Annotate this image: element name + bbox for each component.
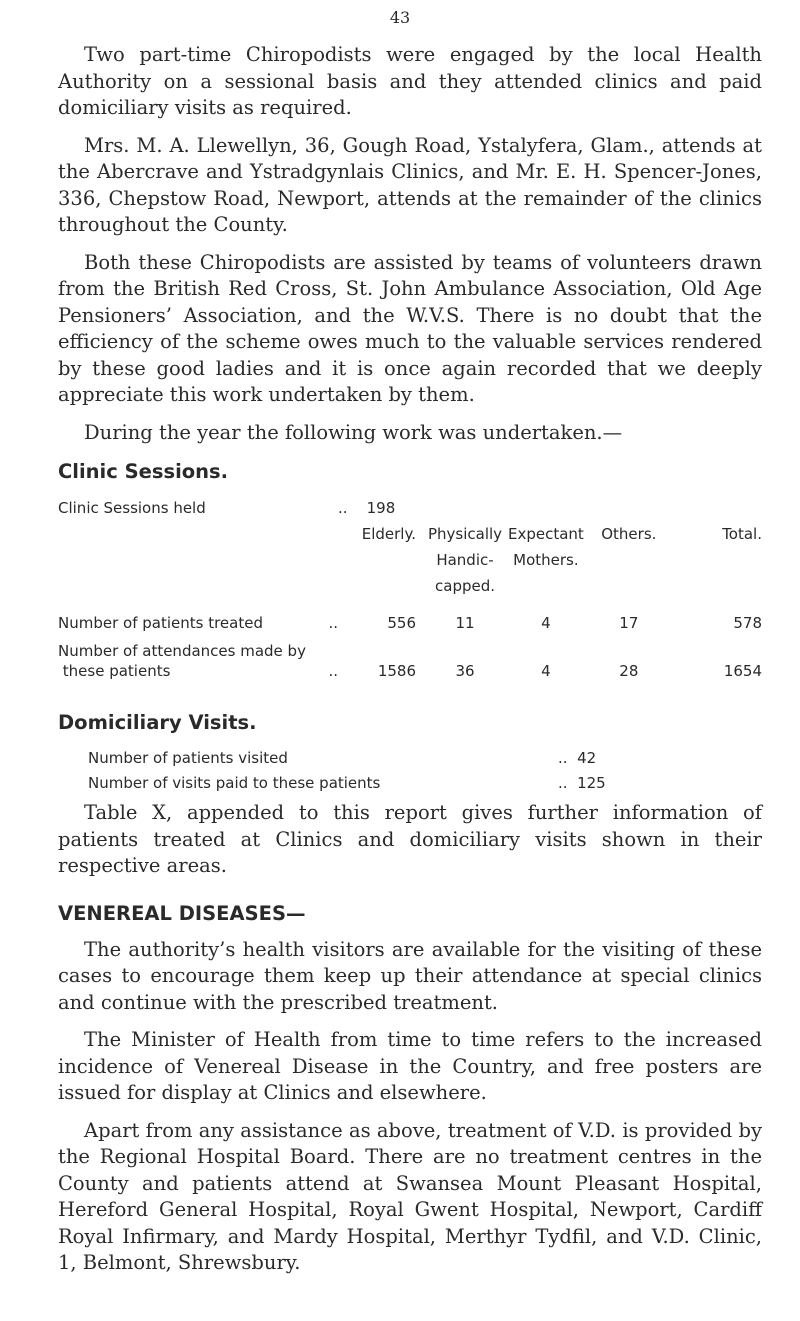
- chiropodists-names-paragraph: Mrs. M. A. Llewellyn, 36, Gough Road, Ystalyfera, Glam., attends at the Abercrave and Ystradgynlais Clinics, and Mr. E. H. Spencer-Jones, 336, Chepstow Road, Newport, attends at the remainder of the clinics throughout the County.: [58, 133, 762, 236]
- clinic-sessions-heading: Clinic Sessions.: [58, 460, 229, 483]
- column-header-row: [58, 521, 762, 547]
- header-capped: capped.: [435, 577, 495, 595]
- attendances-expectant: 4: [541, 662, 551, 680]
- list-item: Number of patients visited .. 42: [58, 746, 762, 771]
- header-handicapped: Handic-: [436, 551, 494, 569]
- attendances-others: 28: [619, 662, 639, 680]
- table-row: these patients .. 1586 36 4 28 1654: [62, 662, 762, 680]
- patients-treated-label: Number of patients treated: [58, 614, 263, 632]
- table-x-paragraph: Table X, appended to this report gives further information of patients treated at Clinics and domiciliary visits shown in their respective areas.: [58, 801, 762, 877]
- header-physically: Physically: [427, 525, 503, 543]
- patients-treated-elderly: 556: [387, 614, 416, 632]
- patients-treated-expectant: 4: [541, 614, 551, 632]
- header-elderly: Elderly.: [361, 525, 416, 543]
- vd-health-visitors-paragraph: The authority’s health visitors are available for the visiting of these cases to encourage them keep up their attendance at special clinics and continue with the prescribed treatment.: [58, 937, 762, 1014]
- sessions-held-row: [58, 495, 762, 521]
- attendances-label: Number of attendances made by: [58, 642, 306, 660]
- visits-paid-value: 125: [577, 774, 606, 792]
- sessions-held-label: Clinic Sessions held: [58, 499, 206, 517]
- work-undertaken-paragraph: During the year the following work was undertaken.—: [84, 420, 623, 444]
- vd-treatment-paragraph: Apart from any assistance as above, treatment of V.D. is provided by the Regional Hospital Board. There are no treatment centres in the County and patients attend at Swansea Mount Pleasant Hospital, Hereford General Hospital, Royal Gwent Hospital, Newport, Cardiff Royal Infirmary, and Mardy Hospital, Merthyr Tydfil, and V.D. Clinic, 1, Belmont, Shrewsbury.: [58, 1118, 762, 1274]
- patients-visited-label: Number of patients visited: [88, 749, 288, 767]
- vd-minister-paragraph: The Minister of Health from time to time refers to the increased incidence of Venereal Disease in the Country, and free posters are issued for display at Clinics and elsewhere.: [58, 1028, 762, 1104]
- attendances-label-cont: these patients: [62, 662, 171, 680]
- page-number: 43: [389, 8, 411, 27]
- header-expectant: Expectant: [508, 525, 584, 543]
- venereal-diseases-heading: VENEREAL DISEASES—: [58, 901, 306, 925]
- table-row: Number of patients treated .. 556 11 4 17 578: [58, 599, 762, 633]
- domiciliary-visits-heading: Domiciliary Visits.: [58, 711, 257, 734]
- clinic-sessions-table: [58, 495, 762, 681]
- header-mothers: Mothers.: [513, 551, 579, 569]
- visits-paid-label: Number of visits paid to these patients: [88, 774, 381, 792]
- header-others: Others.: [601, 525, 657, 543]
- attendances-total: 1654: [723, 662, 762, 680]
- patients-visited-value: 42: [577, 749, 597, 767]
- sessions-held-dots: ..: [338, 499, 348, 517]
- table-row: [58, 633, 762, 661]
- volunteers-paragraph: Both these Chiropodists are assisted by teams of volunteers drawn from the British Red Cross, St. John Ambulance Association, Old Age Pensioners’ Association, and the W.V.S. There is no doubt that the efficiency of the scheme owes much to the valuable services rendered by these good ladies and it is once again recorded that we deeply appreciate this work undertaken by them.: [58, 250, 762, 406]
- page-content: [58, 42, 762, 1288]
- patients-treated-total: 578: [733, 614, 762, 632]
- attendances-elderly: 1586: [377, 662, 416, 680]
- list-item: Number of visits paid to these patients .. 125: [58, 771, 762, 796]
- patients-treated-others: 17: [619, 614, 639, 632]
- sessions-held-value: 198: [366, 499, 396, 517]
- patients-treated-physical: 11: [455, 614, 475, 632]
- attendances-physical: 36: [455, 662, 475, 680]
- chiropodists-paragraph: Two part-time Chiropodists were engaged by the local Health Authority on a sessional basis and they attended clinics and paid domiciliary visits as required.: [58, 43, 762, 119]
- header-total: Total.: [722, 525, 762, 543]
